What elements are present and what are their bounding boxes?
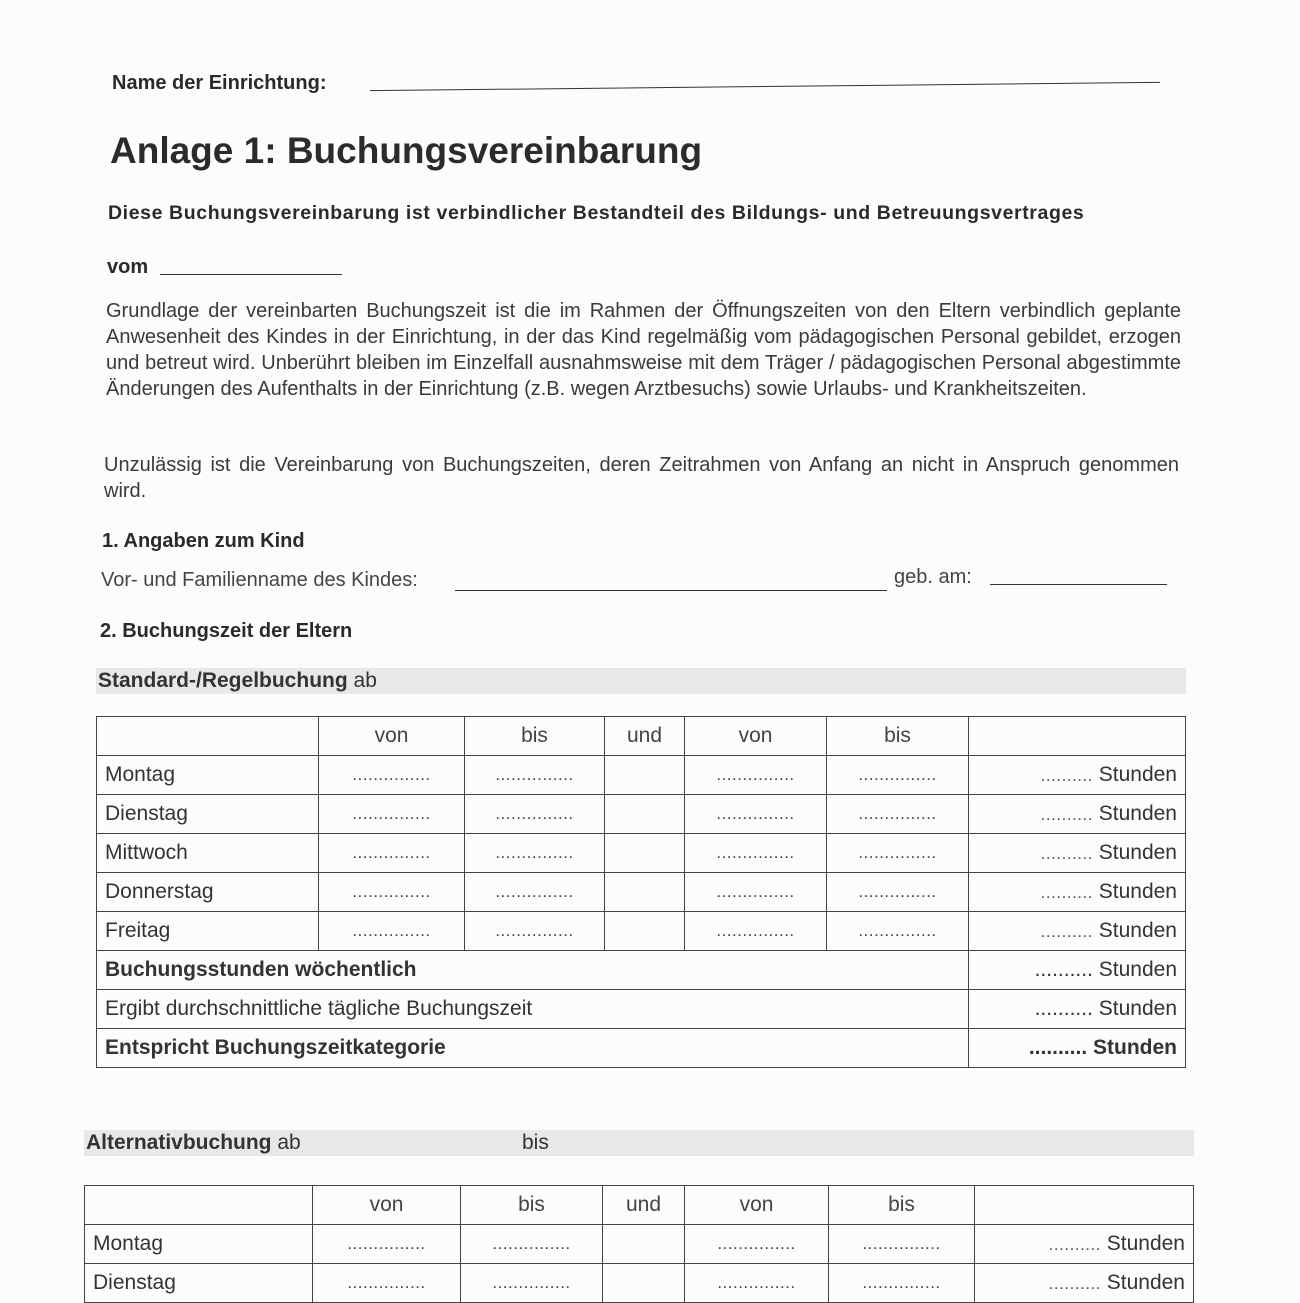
- facility-label: Name der Einrichtung:: [112, 72, 327, 94]
- table-header-row: [97, 717, 1186, 756]
- time-field[interactable]: ...............: [685, 873, 827, 912]
- page-title: Anlage 1: Buchungsvereinbarung: [110, 130, 703, 171]
- hours-dots: ..........: [1040, 805, 1093, 824]
- table-header-cell: bis: [827, 717, 969, 756]
- alternative-booking-title: Alternativbuchung: [86, 1131, 272, 1154]
- time-field[interactable]: ...............: [827, 834, 969, 873]
- summary-row: [97, 1029, 1186, 1068]
- and-cell: [605, 873, 685, 912]
- time-field[interactable]: ...............: [319, 912, 465, 951]
- hours-field[interactable]: [969, 873, 1186, 912]
- table-header-cell: von: [313, 1186, 461, 1225]
- time-field[interactable]: ...............: [313, 1225, 461, 1264]
- time-field[interactable]: ...............: [465, 873, 605, 912]
- time-field[interactable]: ...............: [319, 795, 465, 834]
- time-field[interactable]: ...............: [827, 873, 969, 912]
- table-header-cell: [969, 717, 1186, 756]
- date-input-line[interactable]: [160, 274, 342, 275]
- and-cell: [603, 1264, 685, 1303]
- and-cell: [605, 912, 685, 951]
- and-cell: [605, 834, 685, 873]
- day-label: Montag: [85, 1225, 313, 1264]
- weekly-hours-label: Buchungsstunden wöchentlich: [97, 951, 969, 990]
- hours-dots: ..........: [1040, 922, 1093, 941]
- day-label: Freitag: [97, 912, 319, 951]
- hours-unit: Stunden: [1098, 802, 1177, 825]
- hours-dots: ..........: [1040, 766, 1093, 785]
- table-header-cell: [85, 1186, 313, 1225]
- category-label: Entspricht Buchungszeitkategorie: [97, 1029, 969, 1068]
- time-field[interactable]: ...............: [685, 834, 827, 873]
- time-field[interactable]: ...............: [685, 756, 827, 795]
- and-cell: [605, 795, 685, 834]
- table-row: [97, 873, 1186, 912]
- table-header-cell: von: [685, 1186, 829, 1225]
- hours-dots: ..........: [1048, 1235, 1101, 1254]
- hours-field[interactable]: [975, 1264, 1194, 1303]
- time-field[interactable]: ...............: [465, 795, 605, 834]
- section-1-heading: 1. Angaben zum Kind: [102, 530, 305, 552]
- table-header-cell: [97, 717, 319, 756]
- standard-booking-table: [96, 716, 1186, 1068]
- daily-average-label: Ergibt durchschnittliche tägliche Buchungszeit: [97, 990, 969, 1029]
- time-field[interactable]: ...............: [685, 1225, 829, 1264]
- table-header-cell: bis: [465, 717, 605, 756]
- time-field[interactable]: ...............: [465, 756, 605, 795]
- facility-input-line[interactable]: [370, 82, 1160, 91]
- hours-unit: Stunden: [1098, 919, 1177, 942]
- hours-unit: Stunden: [1098, 763, 1177, 786]
- section-2-heading: 2. Buchungszeit der Eltern: [100, 620, 353, 642]
- time-field[interactable]: ...............: [685, 1264, 829, 1303]
- time-field[interactable]: ...............: [827, 756, 969, 795]
- day-label: Dienstag: [85, 1264, 313, 1303]
- standard-booking-band: [96, 668, 1186, 694]
- table-header-cell: und: [603, 1186, 685, 1225]
- table-header-row: [85, 1186, 1194, 1225]
- table-row: [85, 1264, 1194, 1303]
- standard-booking-title: Standard-/Regelbuchung: [98, 669, 348, 692]
- hours-field[interactable]: [969, 834, 1186, 873]
- time-field[interactable]: ...............: [465, 834, 605, 873]
- time-field[interactable]: ...............: [827, 795, 969, 834]
- birth-date-input-line[interactable]: [990, 584, 1167, 585]
- time-field[interactable]: ...............: [685, 795, 827, 834]
- and-cell: [603, 1225, 685, 1264]
- weekly-hours-field[interactable]: .......... Stunden: [969, 951, 1186, 990]
- child-name-label: Vor- und Familienname des Kindes:: [101, 569, 418, 591]
- daily-average-field[interactable]: .......... Stunden: [969, 990, 1186, 1029]
- hours-unit: Stunden: [1106, 1232, 1185, 1255]
- time-field[interactable]: ...............: [461, 1225, 603, 1264]
- hours-dots: ..........: [1040, 844, 1093, 863]
- birth-date-label: geb. am:: [894, 566, 972, 588]
- time-field[interactable]: ...............: [827, 912, 969, 951]
- time-field[interactable]: ...............: [319, 834, 465, 873]
- and-cell: [605, 756, 685, 795]
- table-header-cell: [975, 1186, 1194, 1225]
- alternative-booking-to-label: bis: [522, 1131, 549, 1154]
- day-label: Mittwoch: [97, 834, 319, 873]
- table-row: [97, 834, 1186, 873]
- table-header-cell: und: [605, 717, 685, 756]
- time-field[interactable]: ...............: [319, 756, 465, 795]
- hours-unit: Stunden: [1106, 1271, 1185, 1294]
- subtitle: Diese Buchungsvereinbarung ist verbindlicher Bestandteil des Bildungs- und Betreuungsvertrages: [108, 202, 1085, 224]
- hours-unit: Stunden: [1098, 880, 1177, 903]
- time-field[interactable]: ...............: [461, 1264, 603, 1303]
- paragraph-basis: Grundlage der vereinbarten Buchungszeit ist die im Rahmen der Öffnungszeiten von den Eltern verbindlich geplante Anwesenheit des Kindes in der Einrichtung, in der das Kind regelmäßig vom pädagogischen Personal gebildet, erzogen und betreut wird. Unberührt bleiben im Einzelfall ausnahmsweise mit dem Träger / pädagogischen Personal abgestimmte Änderungen des Aufenthalts in der Einrichtung (z.B. wegen Arztbesuchs) sowie Urlaubs- und Krankheitszeiten.: [106, 300, 1181, 400]
- table-header-cell: bis: [461, 1186, 603, 1225]
- table-row: [97, 795, 1186, 834]
- summary-row: [97, 951, 1186, 990]
- time-field[interactable]: ...............: [829, 1225, 975, 1264]
- time-field[interactable]: ...............: [313, 1264, 461, 1303]
- time-field[interactable]: ...............: [319, 873, 465, 912]
- table-header-cell: von: [319, 717, 465, 756]
- hours-field[interactable]: [969, 795, 1186, 834]
- paragraph-inadmissible: Unzulässig ist die Vereinbarung von Buchungszeiten, deren Zeitrahmen von Anfang an nicht in Anspruch genommen wird.: [104, 454, 1179, 502]
- summary-row: [97, 990, 1186, 1029]
- table-header-cell: bis: [829, 1186, 975, 1225]
- time-field[interactable]: ...............: [685, 912, 827, 951]
- table-row: [97, 756, 1186, 795]
- alternative-booking-from-label: ab: [277, 1131, 301, 1154]
- time-field[interactable]: ...............: [829, 1264, 975, 1303]
- hours-dots: ..........: [1048, 1274, 1101, 1293]
- table-row: [97, 912, 1186, 951]
- hours-dots: ..........: [1040, 883, 1093, 902]
- day-label: Montag: [97, 756, 319, 795]
- child-name-input-line[interactable]: [455, 590, 887, 591]
- hours-field[interactable]: [969, 912, 1186, 951]
- category-field[interactable]: .......... Stunden: [969, 1029, 1186, 1068]
- table-header-cell: von: [685, 717, 827, 756]
- hours-unit: Stunden: [1098, 841, 1177, 864]
- day-label: Dienstag: [97, 795, 319, 834]
- standard-booking-from-label: ab: [353, 669, 377, 692]
- hours-field[interactable]: [969, 756, 1186, 795]
- hours-field[interactable]: [975, 1225, 1194, 1264]
- alternative-booking-band: [84, 1130, 1194, 1156]
- table-row: [85, 1225, 1194, 1264]
- date-label: vom: [107, 256, 149, 278]
- time-field[interactable]: ...............: [465, 912, 605, 951]
- alternative-booking-table: [84, 1185, 1194, 1303]
- day-label: Donnerstag: [97, 873, 319, 912]
